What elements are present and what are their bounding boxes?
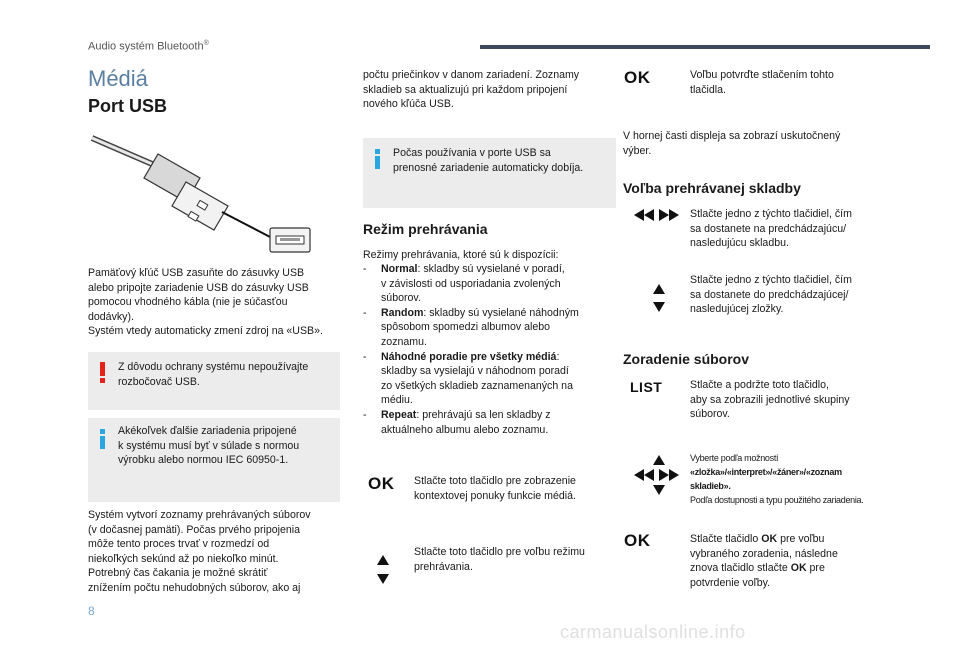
- usb-plug-illustration: [92, 138, 228, 230]
- ok-sort-confirm-text: [690, 532, 890, 590]
- text-line: médiu.: [381, 394, 413, 407]
- arrow-up-icon: [653, 455, 665, 465]
- registered-mark: ®: [203, 40, 209, 47]
- text-line: súborov.: [381, 292, 421, 305]
- text-line: prenosné zariadenie automaticky dobíja.: [393, 161, 584, 174]
- arrow-up-icon: [377, 555, 389, 565]
- list-groups-text: [690, 378, 890, 422]
- text-line: Systém vtedy automaticky zmení zdroj na «USB».: [88, 325, 323, 338]
- text-line: Voľbu potvrďte stlačením tohto: [690, 69, 834, 81]
- list-item: [363, 262, 617, 306]
- mode-name: Náhodné poradie pre všetky médiá: [381, 350, 557, 363]
- ok-context-menu-text: [414, 474, 624, 503]
- header-divider-bar: [480, 45, 930, 49]
- text-line: k systému musí byť v súlade s normou: [118, 439, 300, 452]
- updown-folder-text: [690, 273, 890, 317]
- ok-confirm-text: [690, 68, 890, 97]
- warning-icon: [100, 362, 105, 384]
- ok-button-icon: OK: [368, 474, 395, 493]
- arrow-left-icon: [644, 209, 654, 221]
- text-line: v závislosti od usporiadania zvolených: [381, 277, 561, 290]
- text-fragment: pre: [806, 562, 825, 575]
- arrow-down-icon: [653, 485, 665, 495]
- text-line: zoznamu.: [381, 335, 427, 348]
- text-line: aby sa zobrazili jednotlivé skupiny: [690, 393, 850, 406]
- text-line: Akékoľvek ďalšie zariadenia pripojené: [118, 425, 297, 437]
- text-line: Potrebný čas čakania je možné skrátiť: [88, 567, 268, 580]
- bullet-dash: -: [363, 350, 367, 363]
- text-line: tlačidla.: [690, 83, 726, 96]
- arrow-right-icon: [669, 469, 679, 481]
- text-line: Pamäťový kľúč USB zasuňte do zásuvky USB: [88, 267, 305, 279]
- arrow-up-icon: [653, 284, 665, 294]
- text-line: skladieb».: [690, 481, 731, 491]
- text-line: V hornej časti displeja sa zobrazí uskutočnený: [623, 130, 841, 142]
- mode-name: Normal: [381, 263, 418, 275]
- text-line: aktuálneho albumu alebo zoznamu.: [381, 423, 549, 436]
- mode-name: Repeat: [381, 408, 417, 421]
- text-line: [690, 532, 890, 547]
- heading-track-selection: Voľba prehrávanej skladby: [623, 180, 801, 196]
- text-line: spôsobom spomedzi albumov alebo: [381, 321, 551, 334]
- text-line: (v dočasnej pamäti). Počas prvého pripojenia: [88, 523, 300, 536]
- text-line: : skladby sú vysielané v poradí,: [417, 263, 565, 275]
- text-line: Systém vytvorí zoznamy prehrávaných súborov: [88, 509, 311, 521]
- text-line: výber.: [623, 144, 652, 157]
- arrow-down-icon: [653, 302, 665, 312]
- text-line: rozbočovač USB.: [118, 375, 200, 388]
- bullet-dash: -: [363, 263, 367, 275]
- text-line: súborov.: [690, 408, 730, 421]
- text-line: [690, 561, 890, 576]
- text-line: Počas používania v porte USB sa: [393, 147, 551, 159]
- warning-note-usb-hub: [88, 352, 340, 410]
- usb-socket-illustration: [270, 228, 310, 252]
- text-line: znížením počtu nehudobných súborov, ako aj: [88, 581, 301, 594]
- info-icon: [100, 429, 105, 449]
- bold-ok: OK: [761, 533, 778, 545]
- text-fragment: znova tlačidlo stlačte: [690, 562, 791, 575]
- heading-media: Médiá: [88, 66, 148, 91]
- arrow-right-icon: [659, 469, 669, 481]
- text-line: vybraného zoradenia, následne: [690, 547, 838, 560]
- text-line: výrobku alebo normou IEC 60950-1.: [118, 454, 289, 467]
- arrow-left-icon: [644, 469, 654, 481]
- arrow-left-icon: [634, 209, 644, 221]
- bold-ok: OK: [790, 562, 807, 575]
- info-note-charging: [363, 138, 616, 208]
- text-line: : prehrávajú sa len skladby z: [416, 408, 551, 421]
- text-line: Stlačte jedno z týchto tlačidiel, čím: [690, 274, 852, 286]
- bullet-dash: -: [363, 306, 367, 319]
- arrow-right-icon: [659, 209, 669, 221]
- section-title: Audio systém Bluetooth: [88, 40, 204, 53]
- text-line: nového kľúča USB.: [363, 98, 454, 111]
- text-line: Stlačte toto tlačidlo pre voľbu režimu: [414, 546, 585, 558]
- text-line: Stlačte jedno z týchto tlačidiel, čím: [690, 208, 852, 220]
- text-line: : skladby sú vysielané náhodným: [423, 306, 579, 319]
- text-line: dodávky).: [88, 310, 134, 323]
- list-item: [363, 350, 617, 408]
- info-icon: [375, 149, 380, 169]
- text-line: pomocou vhodného kábla (nie je súčasťou: [88, 296, 288, 309]
- usb-connect-paragraph: [88, 266, 350, 339]
- text-line: potvrdenie voľby.: [690, 576, 771, 589]
- text-line: môže tento proces trvať v rozmedzí od: [88, 538, 270, 551]
- watermark: carmanualsonline.info: [560, 622, 746, 642]
- display-selection-text: [623, 129, 893, 158]
- heading-port-usb: Port USB: [88, 96, 168, 116]
- play-mode-intro: Režimy prehrávania, ktoré sú k dispozícii:: [363, 249, 559, 261]
- info-note-iec-standard: [88, 418, 340, 502]
- text-line: zo všetkých skladieb zaznamenaných na: [381, 379, 573, 392]
- leftright-track-text: [690, 207, 890, 251]
- text-line: počtu priečinkov v danom zariadení. Zoznamy: [363, 69, 580, 81]
- ok-button-icon: OK: [624, 68, 651, 87]
- text-line: «zložka»/«interpret»/«žáner»/«zoznam: [690, 467, 842, 477]
- arrow-left-icon: [634, 469, 644, 481]
- text-line: alebo pripojte zariadenie USB do zásuvky USB: [88, 281, 309, 294]
- text-line: Vyberte podľa možností: [690, 453, 779, 463]
- pointer-line: [222, 212, 272, 238]
- text-line: skladieb sa aktualizujú pri každom pripojení: [363, 83, 568, 96]
- text-line: prehrávania.: [414, 560, 473, 573]
- text-line: niekoľkých sekúnd až po niekoľko minút.: [88, 552, 279, 565]
- section-header: [88, 40, 209, 53]
- play-mode-list: [363, 262, 617, 437]
- text-line: Stlačte a podržte toto tlačidlo,: [690, 379, 829, 391]
- text-line: skladby sa vysielajú v náhodnom poradí: [381, 365, 569, 378]
- text-line: Podľa dostupnosti a typu použitého zariadenia.: [690, 495, 864, 505]
- playlist-continuation-paragraph: [363, 68, 623, 112]
- text-line: kontextovej ponuky funkcie médiá.: [414, 489, 576, 502]
- arrow-down-icon: [377, 574, 389, 584]
- bullet-dash: -: [363, 408, 367, 421]
- list-item: [363, 408, 617, 437]
- text-line: sa dostanete na predchádzajúcu/: [690, 222, 847, 235]
- text-fragment: Stlačte tlačidlo: [690, 533, 762, 545]
- text-line: Stlačte toto tlačidlo pre zobrazenie: [414, 475, 576, 487]
- arrow-right-icon: [669, 209, 679, 221]
- ok-button-icon: OK: [624, 531, 651, 550]
- heading-file-sorting: Zoradenie súborov: [623, 351, 750, 367]
- page-number: 8: [88, 604, 95, 618]
- updown-play-mode-text: [414, 545, 624, 574]
- text-line: nasledujúcu skladbu.: [690, 237, 789, 250]
- text-line: Z dôvodu ochrany systému nepoužívajte: [118, 361, 309, 373]
- text-fragment: pre voľbu: [777, 533, 825, 545]
- text-line: :: [556, 350, 560, 363]
- text-line: sa dostanete do predchádzajúcej/: [690, 288, 849, 301]
- sort-options-text: [690, 451, 900, 507]
- mode-name: Random: [381, 306, 424, 319]
- text-line: nasledujúcej zložky.: [690, 303, 784, 316]
- list-button-icon: LIST: [630, 379, 663, 395]
- list-item: [363, 306, 617, 350]
- playlist-creation-paragraph: [88, 508, 350, 596]
- usb-stick-illustration: [88, 132, 318, 258]
- heading-play-mode: Režim prehrávania: [363, 221, 488, 237]
